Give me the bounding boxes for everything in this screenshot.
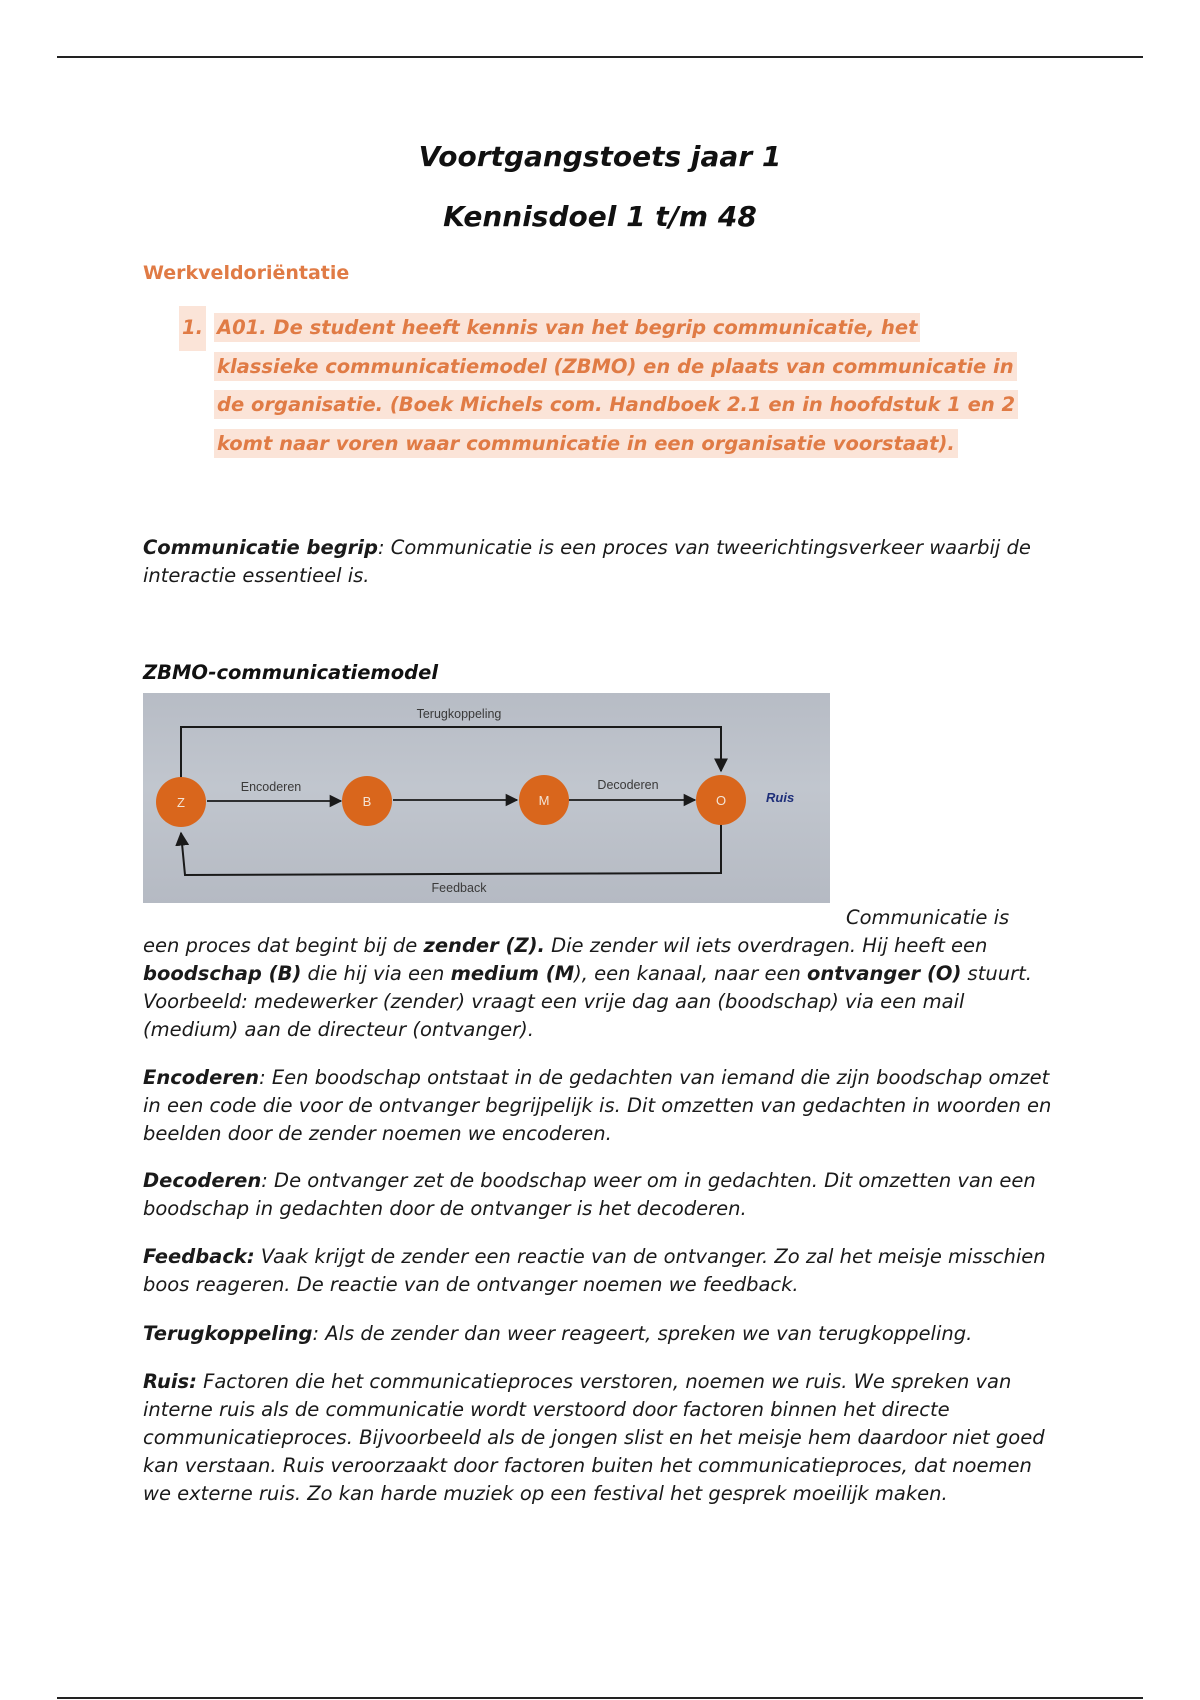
term-text: : Een boodschap ontstaat in de gedachten van iemand die zijn boodschap omzet in een code die voor de ontvanger begrijpelijk is. Dit omzetten van gedachten in woorden en beelden door de zender noemen we encoderen.	[143, 1066, 1052, 1145]
term-text: : Als de zender dan weer reageert, spreken we van terugkoppeling.	[312, 1322, 973, 1345]
definition-term: Communicatie begrip	[143, 536, 378, 559]
term-ontvanger: ontvanger (O)	[807, 962, 962, 985]
feedback-paragraph	[143, 1243, 1063, 1299]
objective-line: de organisatie. (Boek Michels com. Handboek 2.1 en in hoofdstuk 1 en 2	[217, 393, 1016, 416]
term-medium: medium (M	[450, 962, 575, 985]
definition-text: : Communicatie is een proces van tweerichtingsverkeer waarbij de interactie essentieel is.	[143, 536, 1031, 587]
zbmo-diagram-svg	[143, 693, 830, 903]
definition-paragraph	[143, 534, 1063, 590]
encoderen-paragraph	[143, 1064, 1063, 1148]
objective-line: A01. De student heeft kennis van het begrip communicatie, het	[217, 316, 918, 339]
node-b-label: B	[362, 794, 372, 809]
top-rule	[57, 56, 1143, 58]
term-zender: zender (Z).	[423, 934, 545, 957]
objective-number: 1.	[182, 309, 203, 348]
term-label: Ruis:	[143, 1370, 197, 1393]
term-label: Feedback:	[143, 1245, 255, 1268]
intro-text: stuurt. Voorbeeld: medewerker (zender) vraagt een vrije dag aan (boodschap) via een mail (medium) aan de directeur (ontvanger).	[143, 962, 1032, 1041]
ruis-label: Ruis	[766, 790, 795, 805]
page-subtitle: Kennisdoel 1 t/m 48	[443, 200, 757, 233]
intro-text: die hij via een	[301, 962, 451, 985]
node-m-label: M	[538, 793, 550, 808]
decoderen-label: Decoderen	[597, 778, 659, 792]
encoderen-label: Encoderen	[240, 780, 302, 794]
intro-paragraph	[143, 904, 1063, 1044]
intro-text: een proces dat begint bij de	[143, 934, 424, 957]
ruis-paragraph	[143, 1368, 1063, 1508]
term-text: : De ontvanger zet de boodschap weer om in gedachten. Dit omzetten van een boodschap in gedachten door de ontvanger is het decoderen.	[143, 1169, 1036, 1220]
term-label: Terugkoppeling	[143, 1322, 313, 1345]
term-label: Decoderen	[143, 1169, 262, 1192]
term-text: Factoren die het communicatieproces verstoren, noemen we ruis. We spreken van interne ruis als de communicatie wordt verstoord door factoren binnen het directe communicatieproces. Bijvoorbeeld als de jongen slist en het meisje hem daardoor niet goed kan verstaan. Ruis veroorzaakt door factoren buiten het communicatieproces, dat noemen we externe ruis. Zo kan harde muziek op een festival het gesprek moeilijk maken.	[143, 1370, 1045, 1505]
zbmo-diagram	[143, 693, 830, 903]
node-z-label: Z	[177, 795, 185, 810]
feedback-arrow	[181, 799, 721, 875]
decoderen-paragraph	[143, 1167, 1063, 1223]
term-boodschap: boodschap (B)	[143, 962, 302, 985]
bottom-rule	[57, 1697, 1143, 1699]
model-heading: ZBMO-communicatiemodel	[143, 661, 439, 684]
node-o-label: O	[715, 793, 727, 808]
objective-line: komt naar voren waar communicatie in een organisatie voorstaat).	[217, 431, 955, 455]
terugkoppeling-paragraph	[143, 1320, 1063, 1348]
intro-text: ), een kanaal, naar een	[574, 962, 808, 985]
learning-objective	[182, 309, 1062, 463]
term-label: Encoderen	[143, 1066, 260, 1089]
feedback-label: Feedback	[431, 881, 487, 895]
objective-line: klassieke communicatiemodel (ZBMO) en de plaats van communicatie in	[217, 354, 1014, 378]
section-heading: Werkveldoriëntatie	[143, 262, 350, 284]
intro-text: Die zender wil iets overdragen. Hij heeft een	[544, 934, 988, 957]
page-title: Voortgangstoets jaar 1	[418, 140, 782, 173]
term-text: Vaak krijgt de zender een reactie van de ontvanger. Zo zal het meisje misschien boos reageren. De reactie van de ontvanger noemen we feedback.	[143, 1245, 1046, 1296]
terugkoppeling-label: Terugkoppeling	[416, 707, 502, 721]
intro-lead: Communicatie is	[846, 906, 1010, 929]
